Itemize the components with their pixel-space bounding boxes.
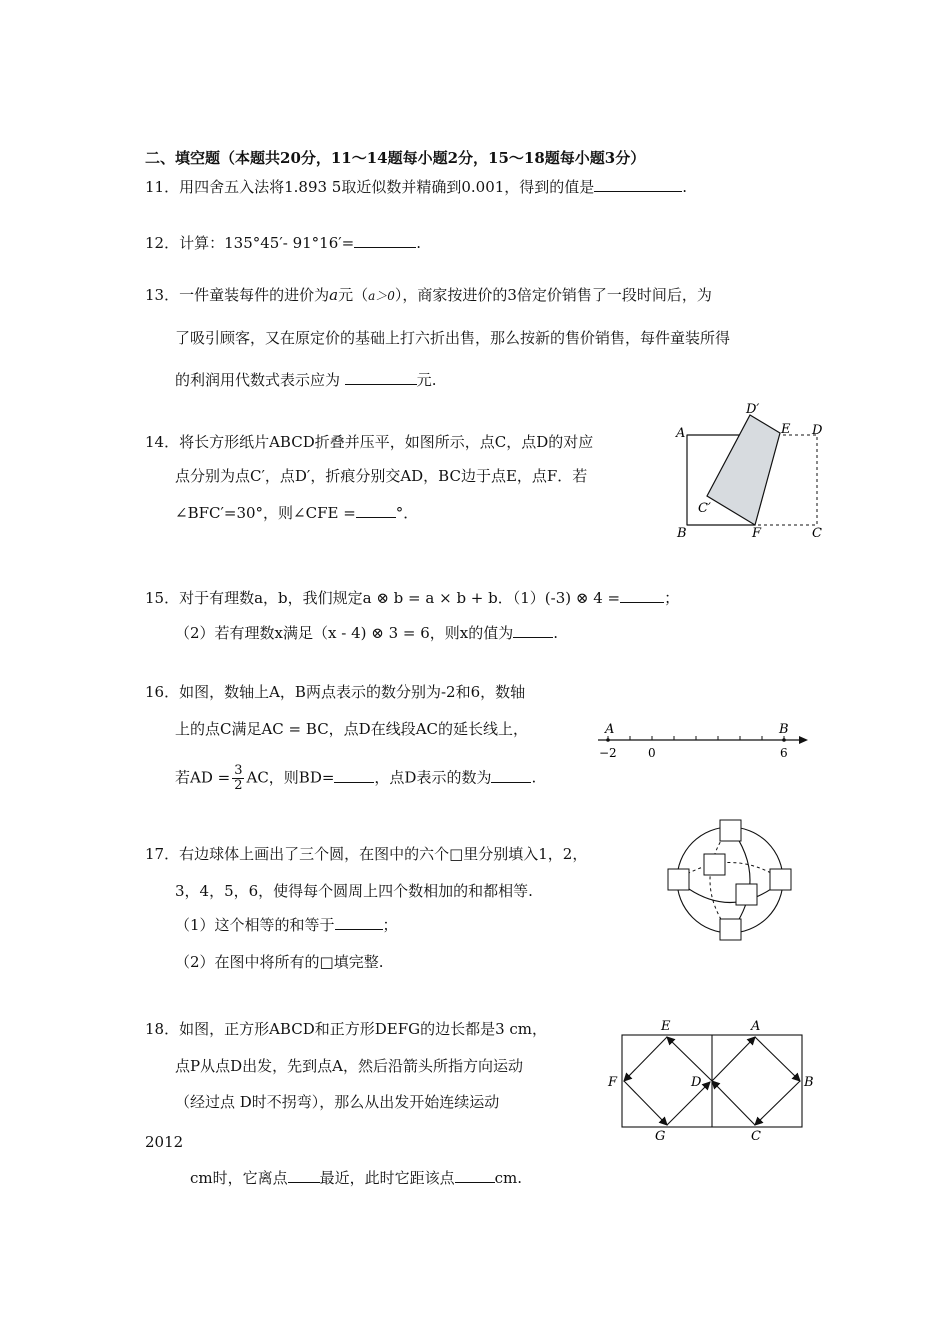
question-14-line1 xyxy=(145,431,593,453)
question-number: 16． xyxy=(145,683,180,701)
question-18-line3: （经过点 D时不拐弯），那么从出发开始连续运动 xyxy=(175,1093,500,1111)
answer-blank[interactable] xyxy=(491,767,531,783)
punct: . xyxy=(682,178,688,196)
question-13-line2: 了吸引顾客，又在原定价的基础上打六折出售，那么按新的售价销售，每件童装所得 xyxy=(175,329,731,347)
text: . xyxy=(553,624,559,642)
question-17-line1 xyxy=(145,843,587,865)
question-13-line1 xyxy=(145,284,712,307)
arrow-D-to-A xyxy=(712,1037,755,1081)
question-number: 15． xyxy=(145,589,180,607)
text: 若AD = xyxy=(175,768,231,787)
question-number: 11． xyxy=(145,178,180,196)
condition: a＞0 xyxy=(368,289,395,303)
tick-label-neg2: −2 xyxy=(599,746,617,760)
axis-arrow xyxy=(799,736,808,744)
text: 如图，正方形ABCD和正方形DEFG的边长都是3 cm， xyxy=(179,1020,548,1038)
meridian-back xyxy=(710,827,730,933)
question-17-line2: 3，4，5，6，使得每个圆周上四个数相加的和都相等. xyxy=(175,882,533,900)
question-14-line3 xyxy=(175,502,418,524)
text: ； xyxy=(382,916,398,934)
number-line-figure xyxy=(590,718,815,768)
var: a xyxy=(329,286,339,304)
fraction xyxy=(232,764,244,793)
question-11 xyxy=(145,176,687,198)
box-left[interactable] xyxy=(668,869,689,890)
question-15-line1 xyxy=(145,587,679,609)
text: 的利润用代数式表示应为 xyxy=(175,371,345,389)
answer-blank[interactable] xyxy=(335,914,383,930)
question-16-line2: 上的点C满足AC = BC，点D在线段AC的延长线上， xyxy=(175,720,529,738)
label-C-prime: C′ xyxy=(698,501,711,516)
question-13-line3 xyxy=(175,369,437,391)
tick-label-6: 6 xyxy=(780,746,788,760)
text: cm. xyxy=(494,1169,523,1187)
label-E: E xyxy=(661,1019,671,1034)
question-prefix: 计算： xyxy=(179,234,225,252)
label-A: A xyxy=(676,426,686,441)
question-number: 13． xyxy=(145,286,180,304)
arrow-A-to-B xyxy=(755,1037,800,1081)
label-F: F xyxy=(752,526,762,541)
label-B: B xyxy=(677,526,687,541)
text: （1）这个相等的和等于 xyxy=(175,916,335,934)
text: （2）若有理数x满足（x - 4) ⊗ 3 = 6，则x的值为 xyxy=(175,624,514,642)
folded-flap xyxy=(707,415,780,525)
question-17-line3 xyxy=(175,914,398,936)
text: 最近，此时它距该点 xyxy=(319,1169,455,1187)
answer-blank[interactable] xyxy=(455,1167,495,1183)
label-D: D xyxy=(812,423,823,438)
answer-blank[interactable] xyxy=(513,622,553,638)
point-B xyxy=(782,738,786,742)
answer-blank[interactable] xyxy=(288,1167,320,1183)
text: ），商家按进价的3倍定价销售了一段时间后，为 xyxy=(394,286,712,304)
text: . xyxy=(531,768,537,787)
tick-label-0: 0 xyxy=(648,746,656,760)
question-16-line3 xyxy=(175,764,536,793)
answer-blank[interactable] xyxy=(594,176,682,192)
box-upper-left[interactable] xyxy=(704,854,725,875)
text: 右边球体上画出了三个圆，在图中的六个□里分别填入1，2， xyxy=(179,845,588,863)
label-D-prime: D′ xyxy=(746,402,760,417)
question-18-line2: 点P从点D出发，先到点A，然后沿箭头所指方向运动 xyxy=(175,1057,523,1075)
squares-path-figure xyxy=(600,1015,820,1145)
punct: . xyxy=(416,234,421,252)
sphere-outline xyxy=(677,827,783,933)
answer-blank[interactable] xyxy=(354,232,416,248)
question-18-line5 xyxy=(190,1167,522,1189)
point-A xyxy=(606,738,610,742)
text: cm时，它离点 xyxy=(190,1169,288,1187)
question-12 xyxy=(145,232,421,254)
text: 元（ xyxy=(338,286,369,304)
sphere-figure xyxy=(660,815,800,945)
arrow-D-to-E xyxy=(667,1037,712,1081)
question-16-line1 xyxy=(145,681,525,703)
arrow-E-to-F xyxy=(624,1037,667,1081)
label-A: A xyxy=(751,1019,761,1034)
question-number: 14． xyxy=(145,433,180,451)
question-number: 12． xyxy=(145,234,180,252)
question-text: 用四舍五入法将1.893 5取近似数并精确到0.001，得到的值是 xyxy=(179,178,595,196)
section-title: 二、填空题（本题共20分，11～14题每小题2分，15～18题每小题3分） xyxy=(145,149,646,167)
text: 将长方形纸片ABCD折叠并压平，如图所示，点C，点D的对应 xyxy=(179,433,594,451)
label-F: F xyxy=(608,1075,618,1090)
equator-front xyxy=(677,880,783,903)
question-18-line1 xyxy=(145,1018,547,1040)
meridian-front xyxy=(730,827,750,933)
text: 如图，数轴上A，B两点表示的数分别为-2和6，数轴 xyxy=(179,683,526,701)
label-C: C xyxy=(812,526,822,541)
arrow-C-to-D xyxy=(712,1081,755,1125)
question-number: 18． xyxy=(145,1020,180,1038)
denominator: 2 xyxy=(234,778,243,793)
box-right[interactable] xyxy=(770,869,791,890)
answer-blank[interactable] xyxy=(620,587,664,603)
question-15-line2 xyxy=(175,622,558,644)
box-bottom[interactable] xyxy=(720,919,741,940)
label-B: B xyxy=(779,722,789,737)
arrow-G-to-D xyxy=(667,1082,710,1125)
answer-blank[interactable] xyxy=(356,502,396,518)
arrow-F-to-G xyxy=(624,1081,667,1125)
numerator: 3 xyxy=(234,763,243,778)
text: ，点D表示的数为 xyxy=(374,768,492,787)
text: 一件童装每件的进价为 xyxy=(179,286,330,304)
question-14-line2: 点分别为点C′，点D′，折痕分别交AD，BC边于点E，点F．若 xyxy=(175,467,588,485)
fold-figure xyxy=(672,400,832,545)
text: AC，则BD= xyxy=(246,768,335,787)
text: °． xyxy=(395,504,419,522)
equator-back xyxy=(677,863,783,881)
answer-blank[interactable] xyxy=(334,767,374,783)
arrow-B-to-C xyxy=(755,1081,800,1125)
label-B: B xyxy=(804,1075,814,1090)
box-lower-right[interactable] xyxy=(736,884,757,905)
label-C: C xyxy=(751,1129,761,1144)
question-number: 17． xyxy=(145,845,180,863)
question-18-line4: 2012 xyxy=(145,1133,184,1151)
label-G: G xyxy=(655,1129,666,1144)
text: 元. xyxy=(416,371,437,389)
question-17-line4: （2）在图中将所有的□填完整. xyxy=(175,953,384,971)
text: ； xyxy=(664,589,680,607)
answer-blank[interactable] xyxy=(345,369,417,385)
box-top[interactable] xyxy=(720,820,741,841)
label-A: A xyxy=(605,722,615,737)
text: ∠BFC′=30°，则∠CFE = xyxy=(175,504,356,522)
expression: 135°45′- 91°16′= xyxy=(224,234,355,252)
label-E: E xyxy=(781,422,791,437)
text: 对于有理数a，b，我们规定a ⊗ b = a × b + b．（1）(-3) ⊗ 4 = xyxy=(179,589,621,607)
label-D: D xyxy=(691,1075,702,1090)
